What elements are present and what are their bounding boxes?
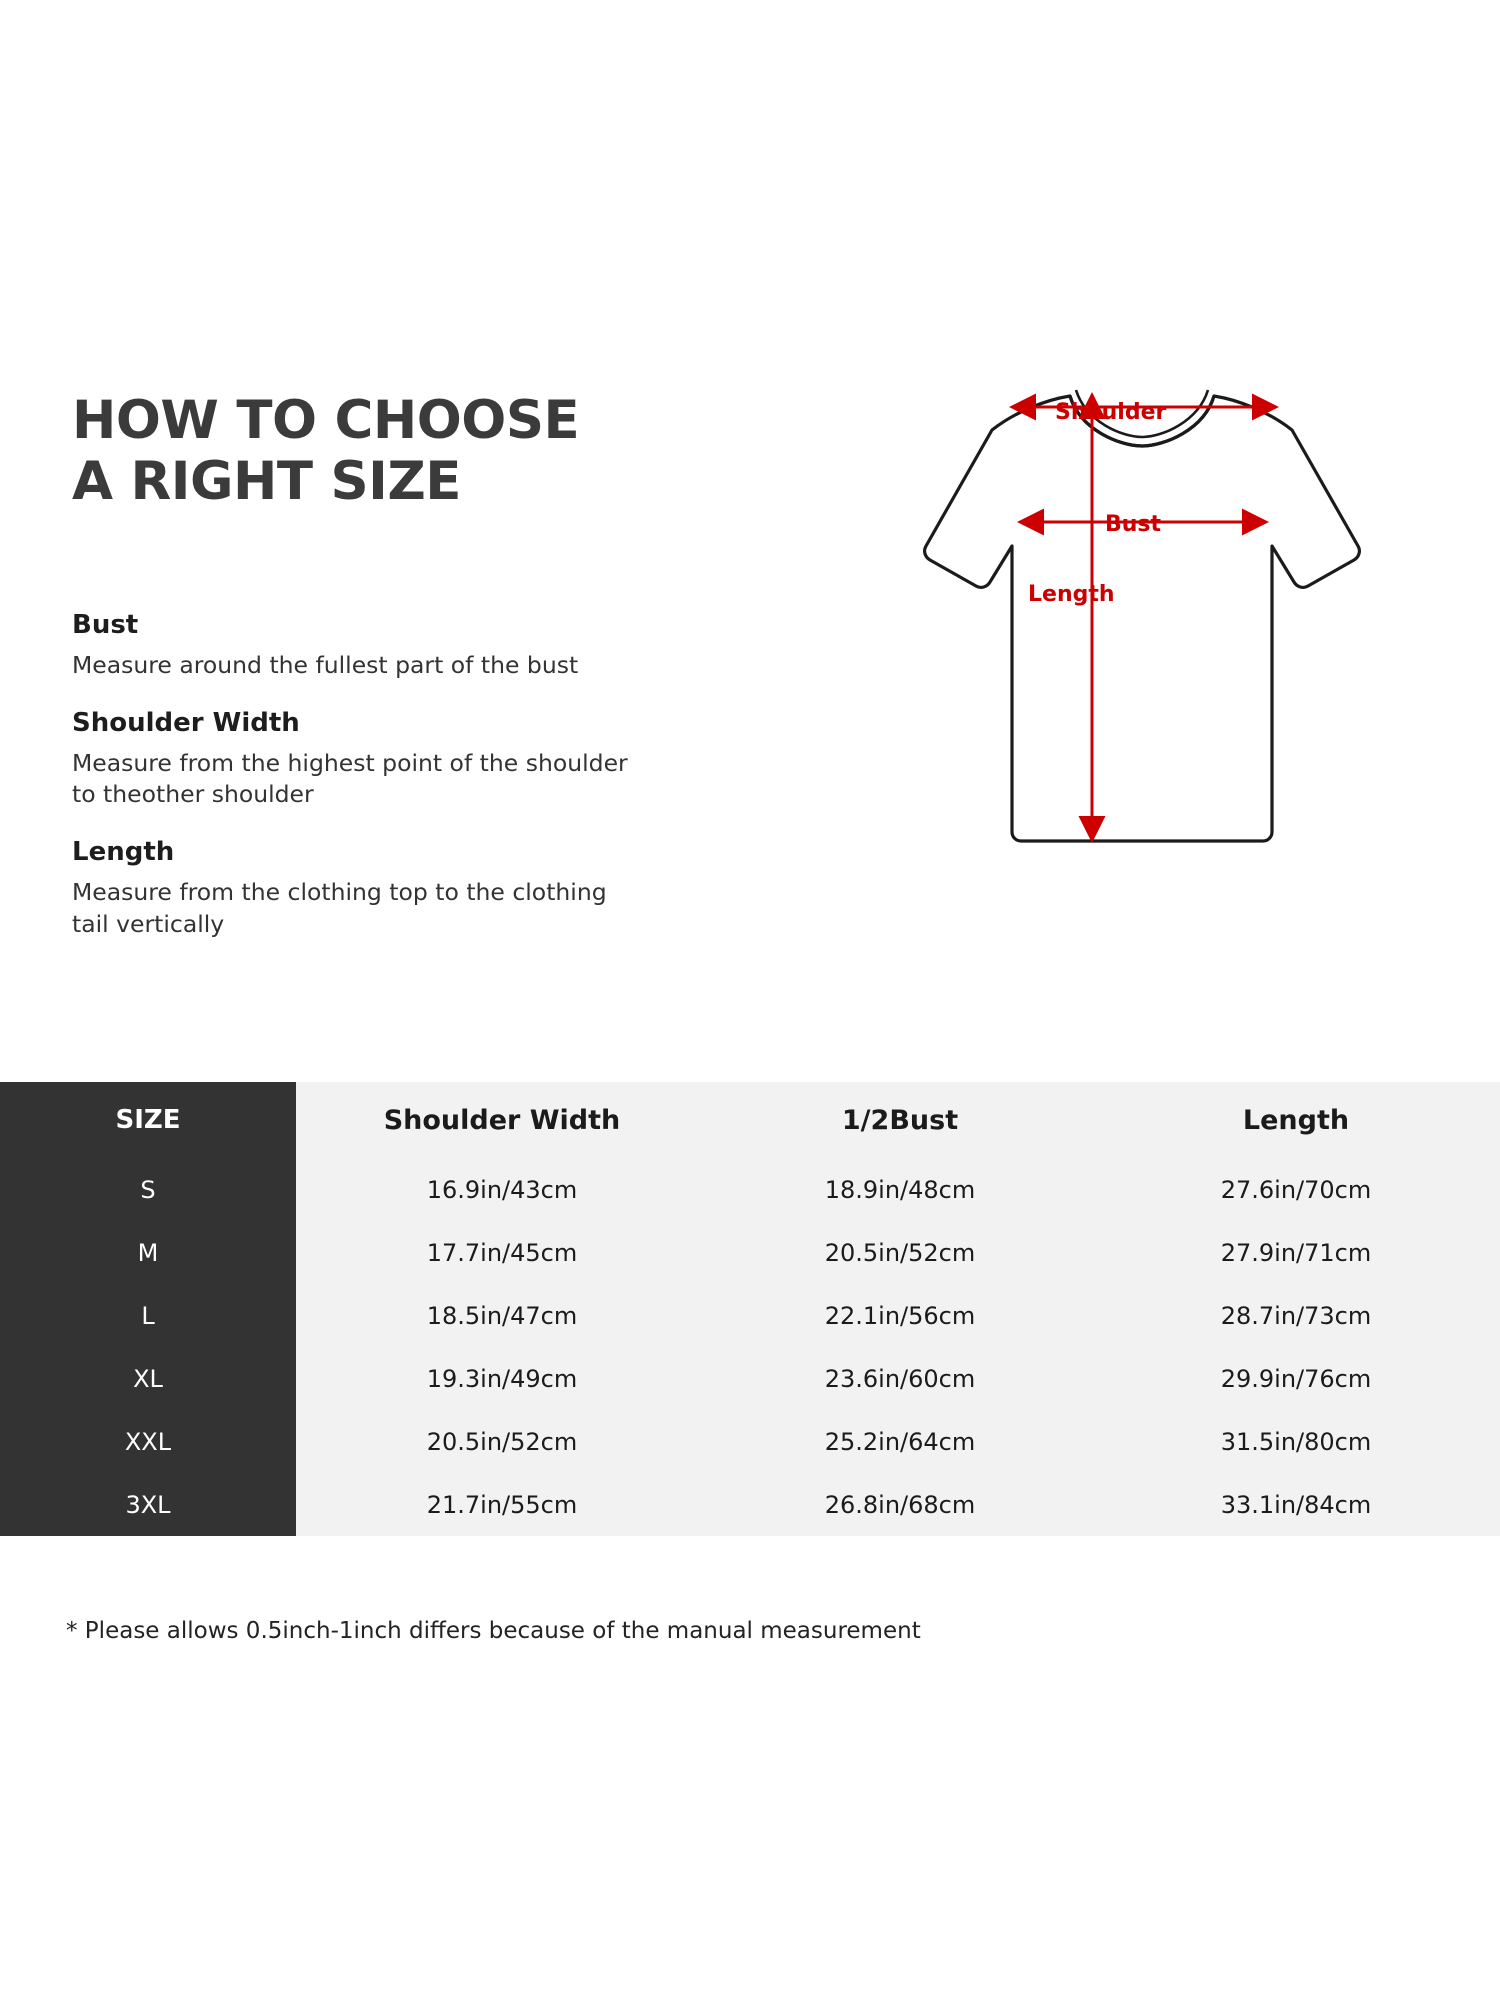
cell-shoulder-width: 19.3in/49cm (296, 1347, 708, 1410)
cell-size: S (0, 1158, 296, 1221)
column-header-shoulder-width: Shoulder Width (296, 1082, 708, 1158)
page-title (72, 390, 692, 513)
cell-half-bust: 26.8in/68cm (708, 1473, 1092, 1536)
table-row (0, 1410, 1500, 1473)
size-chart-body (0, 1158, 1500, 1536)
table-row (0, 1473, 1500, 1536)
shoulder-label: Shoulder (1055, 400, 1167, 425)
definition-bust-description: Measure around the fullest part of the bust (72, 651, 579, 679)
cell-length: 27.9in/71cm (1092, 1221, 1500, 1284)
definition-bust (72, 610, 692, 682)
bust-label: Bust (1105, 512, 1162, 537)
definition-length (72, 837, 692, 940)
cell-half-bust: 22.1in/56cm (708, 1284, 1092, 1347)
cell-half-bust: 25.2in/64cm (708, 1410, 1092, 1473)
cell-shoulder-width: 16.9in/43cm (296, 1158, 708, 1221)
size-chart-table (0, 1082, 1500, 1536)
page-title-line-1: HOW TO CHOOSE (72, 390, 580, 451)
page-title-line-2: A RIGHT SIZE (72, 451, 461, 513)
cell-size: XXL (0, 1410, 296, 1473)
cell-length: 31.5in/80cm (1092, 1410, 1500, 1473)
cell-length: 33.1in/84cm (1092, 1473, 1500, 1536)
length-label: Length (1028, 582, 1115, 607)
tshirt-measurement-diagram (760, 350, 1380, 1030)
table-row (0, 1284, 1500, 1347)
column-header-half-bust: 1/2Bust (708, 1082, 1092, 1158)
definition-shoulder-width-description: Measure from the highest point of the shoulder to theother shoulder (72, 748, 628, 809)
cell-size: L (0, 1284, 296, 1347)
definition-length-description: Measure from the clothing top to the clothing tail vertically (72, 878, 607, 938)
cell-half-bust: 23.6in/60cm (708, 1347, 1092, 1410)
cell-size: 3XL (0, 1473, 296, 1536)
size-guide-header-section (0, 330, 1500, 1090)
cell-size: M (0, 1221, 296, 1284)
definition-bust-term: Bust (72, 610, 139, 640)
table-row (0, 1347, 1500, 1410)
size-chart-header (0, 1082, 1500, 1158)
column-header-size: SIZE (0, 1082, 296, 1158)
measurement-disclaimer: * Please allows 0.5inch-1inch differs because of the manual measurement (66, 1618, 921, 1644)
cell-shoulder-width: 20.5in/52cm (296, 1410, 708, 1473)
cell-length: 29.9in/76cm (1092, 1347, 1500, 1410)
column-header-length: Length (1092, 1082, 1500, 1158)
table-row (0, 1221, 1500, 1284)
cell-size: XL (0, 1347, 296, 1410)
definition-shoulder-width (72, 708, 692, 811)
table-row (0, 1158, 1500, 1221)
cell-half-bust: 20.5in/52cm (708, 1221, 1092, 1284)
tshirt-outline (925, 390, 1360, 841)
measurement-definitions (72, 610, 692, 967)
cell-shoulder-width: 21.7in/55cm (296, 1473, 708, 1536)
cell-length: 27.6in/70cm (1092, 1158, 1500, 1221)
cell-shoulder-width: 17.7in/45cm (296, 1221, 708, 1284)
definition-shoulder-width-term: Shoulder Width (72, 707, 300, 738)
cell-half-bust: 18.9in/48cm (708, 1158, 1092, 1221)
cell-shoulder-width: 18.5in/47cm (296, 1284, 708, 1347)
definition-length-term: Length (72, 837, 175, 868)
table-header-row (0, 1082, 1500, 1158)
cell-length: 28.7in/73cm (1092, 1284, 1500, 1347)
tshirt-illustration (760, 350, 1380, 1030)
size-chart-table-wrapper (0, 1082, 1500, 1536)
